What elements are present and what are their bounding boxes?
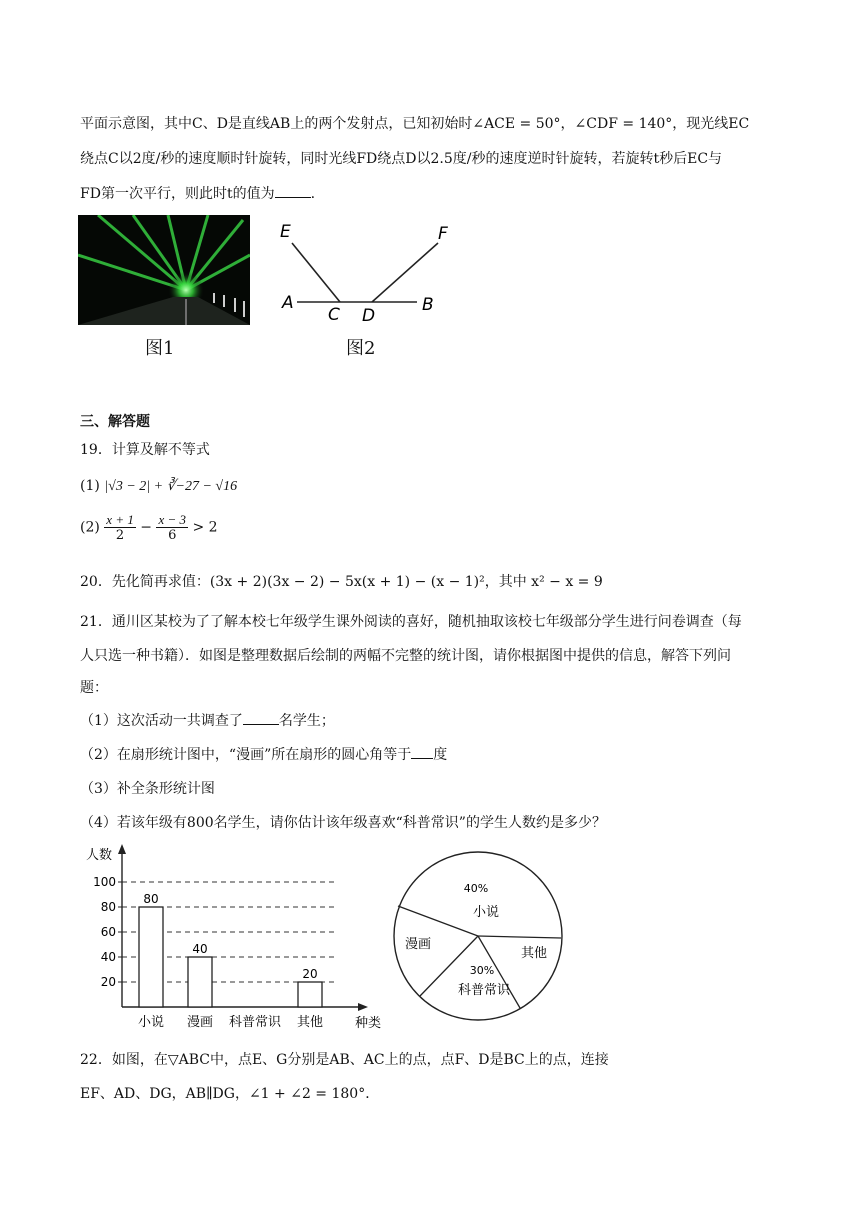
answer-blank — [275, 197, 311, 198]
frac2-denominator: 6 — [168, 528, 177, 543]
problem18-line3 — [80, 183, 315, 203]
label-b: B — [422, 295, 434, 315]
y-tick-label: 100 — [93, 875, 116, 889]
pie-label-other: 其他 — [520, 946, 548, 961]
pie-label-novel: 小说 — [472, 905, 500, 920]
q21-stem-line2: 人只选一种书籍）．如图是整理数据后绘制的两幅不完整的统计图，请你根据图中提供的信息，解答下列问 — [80, 648, 731, 664]
ray-ce — [292, 243, 340, 302]
y-tick-label: 20 — [100, 975, 116, 989]
x-category-label: 科普常识 — [228, 1015, 282, 1030]
q21-sub1 — [80, 710, 335, 730]
q22-line1: 22．如图，在▽ABC中，点E、G分别是AB、AC上的点，点F、D是BC上的点，连接 — [80, 1052, 609, 1068]
geometry-figure — [272, 215, 472, 335]
ray-df — [372, 243, 438, 302]
y-axis-arrow — [118, 844, 126, 854]
frac1-numerator: x + 1 — [106, 512, 134, 527]
bar-3 — [298, 982, 322, 1007]
bar-value-label: 20 — [302, 967, 318, 981]
problem18-line2: 绕点C以2度/秒的速度顺时针旋转，同时光线FD绕点D以2.5度/秒的速度逆时针旋转，若旋转t秒后EC与 — [80, 151, 723, 167]
q19-part1 — [80, 478, 237, 495]
section-title: 三、解答题 — [80, 414, 150, 430]
q22-line2: EF、AD、DG，AB∥DG，∠1 + ∠2 = 180°． — [80, 1086, 380, 1102]
q21-sub2-text: （2）在扇形统计图中，“漫画”所在扇形的圆心角等于 — [80, 747, 412, 763]
q19-part1-label: (1) — [80, 478, 100, 494]
problem18-line1: 平面示意图，其中C、D是直线AB上的两个发射点，已知初始时∠ACE = 50°，∠CDF = 140°，现光线EC — [80, 116, 750, 132]
x-axis-arrow — [358, 1003, 368, 1011]
pie-chart — [390, 846, 570, 1026]
problem18-line3-text: FD第一次平行，则此时t的值为 — [80, 186, 275, 202]
q19-part2 — [80, 512, 218, 543]
q21-sub1-end: 名学生； — [278, 713, 335, 729]
laser-photo — [78, 215, 250, 325]
pie-label-science: 科普常识 — [457, 983, 511, 998]
pie-pct-novel: 40% — [463, 882, 489, 895]
pie-label-comic: 漫画 — [404, 937, 432, 952]
bar-chart — [78, 842, 388, 1030]
answer-blank — [243, 724, 279, 725]
bar-value-label: 80 — [143, 892, 159, 906]
x-category-label: 漫画 — [186, 1015, 214, 1030]
label-a: A — [282, 293, 294, 313]
q21-stem-line1: 21．通川区某校为了了解本校七年级学生课外阅读的喜好，随机抽取该校七年级部分学生进行问卷调查（每 — [80, 614, 742, 630]
answer-blank — [411, 758, 433, 759]
q19-part2-minus: − — [140, 519, 153, 536]
fig1-caption: 图1 — [145, 338, 175, 359]
label-e: E — [280, 222, 291, 242]
y-tick-label: 80 — [100, 900, 116, 914]
problem18-line3-end: . — [310, 186, 316, 202]
x-axis-title: 种类 — [355, 1016, 382, 1030]
q19-part1-expr: |√3 − 2| + ∛−27 − √16 — [104, 479, 238, 494]
label-f: F — [438, 224, 448, 244]
q21-sub3: （3）补全条形统计图 — [80, 781, 215, 797]
y-tick-label: 40 — [100, 950, 116, 964]
x-category-label: 小说 — [137, 1015, 165, 1030]
q21-sub2-end: 度 — [433, 747, 448, 763]
q19-part2-tail: > 2 — [192, 519, 218, 536]
label-c: C — [328, 305, 340, 325]
pie-pct-science: 30% — [469, 964, 495, 977]
q19-stem: 19．计算及解不等式 — [80, 442, 210, 458]
label-d: D — [362, 306, 376, 326]
q21-sub1-text: （1）这次活动一共调查了 — [80, 713, 243, 729]
y-axis-title: 人数 — [86, 848, 113, 863]
frac1-denominator: 2 — [115, 528, 125, 543]
frac2-numerator: x − 3 — [158, 512, 187, 527]
x-category-label: 其他 — [296, 1015, 324, 1030]
q21-sub4: （4）若该年级有800名学生，请你估计该年级喜欢“科普常识”的学生人数约是多少？ — [80, 815, 606, 831]
y-tick-label: 60 — [100, 925, 116, 939]
bar-0 — [139, 907, 163, 1007]
fig2-caption: 图2 — [346, 338, 376, 359]
q20-text: 20．先化简再求值：(3x + 2)(3x − 2) − 5x(x + 1) − (x − 1)²，其中 x² − x = 9 — [80, 574, 603, 590]
q21-sub2 — [80, 744, 447, 764]
bar-value-label: 40 — [192, 942, 208, 956]
bar-1 — [188, 957, 212, 1007]
q21-stem-line3: 题： — [80, 680, 108, 696]
q19-part2-label: (2) — [80, 519, 100, 536]
